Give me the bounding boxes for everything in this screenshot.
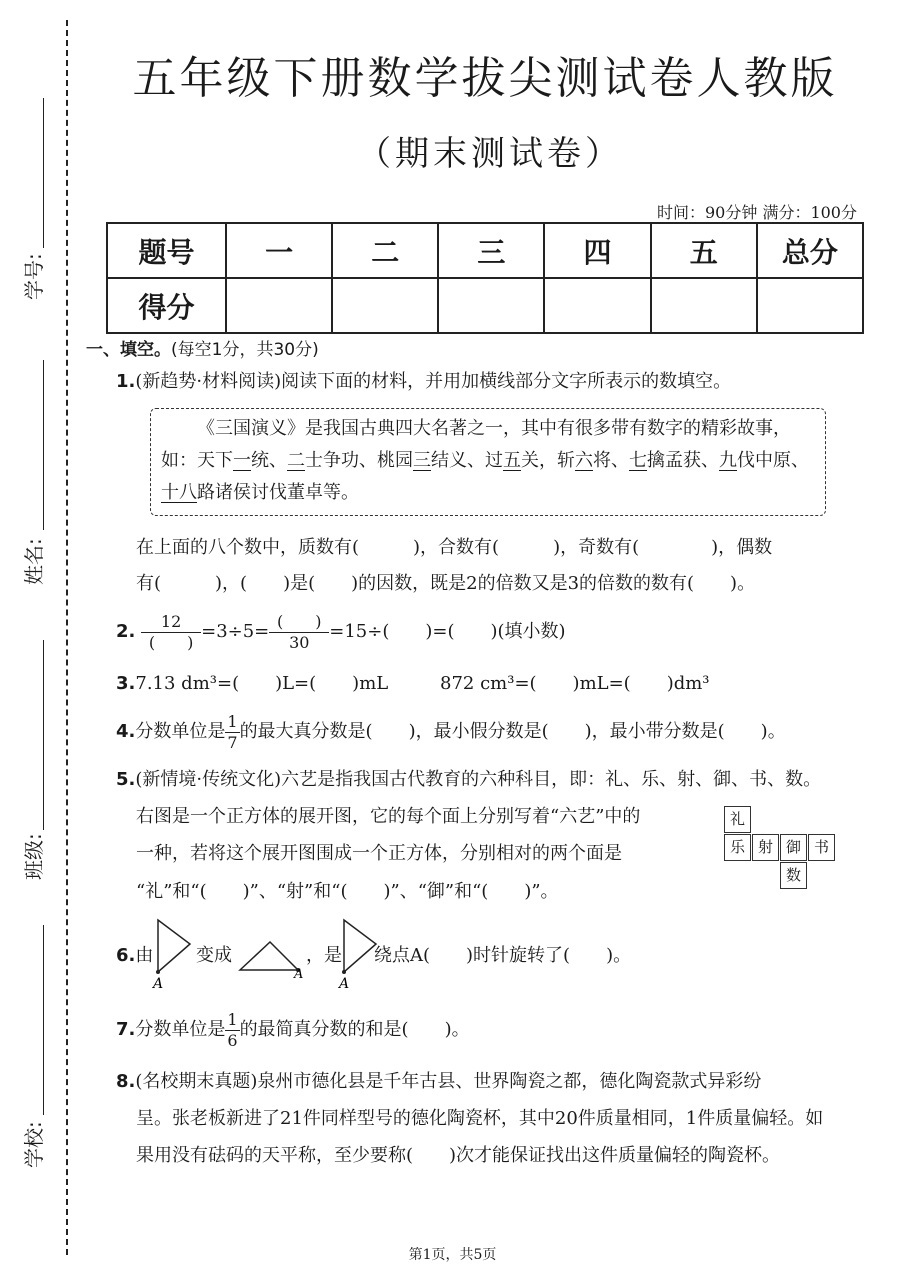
question-text[interactable]: =15÷( )=( )(填小数) — [329, 621, 566, 642]
score-input-cell[interactable] — [757, 278, 863, 333]
reading-passage — [150, 408, 826, 516]
question-number: 6. — [116, 945, 136, 966]
name-label: 姓名: — [22, 538, 46, 585]
page-subtitle: （期末测试卷） — [357, 134, 623, 174]
svg-text:A: A — [153, 976, 164, 990]
section-heading-title: 一、填空。 — [86, 340, 171, 360]
section-heading-note: (每空1分，共30分) — [171, 340, 319, 360]
question-6-text-3: ，是 — [306, 945, 342, 966]
question-1-line-b[interactable]: 有( )，( )是( )的因数，既是2的倍数又是3的倍数的数有( )。 — [136, 573, 756, 594]
question-5 — [116, 762, 821, 798]
score-cell: 五 — [651, 223, 757, 278]
score-input-cell[interactable] — [332, 278, 438, 333]
question-number: 7. — [116, 1019, 136, 1040]
student-id-label: 学号: — [22, 253, 46, 300]
score-cell: 四 — [544, 223, 650, 278]
class-label: 班级: — [22, 833, 46, 880]
question-number: 2. — [116, 621, 136, 642]
triangle-before-figure — [150, 916, 194, 990]
fraction: $\frac{12}{( )}$ — [141, 614, 201, 651]
cube-face-shu: 书 — [808, 834, 835, 861]
question-number: 5. — [116, 769, 136, 790]
question-8-line-3[interactable]: 果用没有砝码的天平称，至少要称( )次才能保证找出这件质量偏轻的陶瓷杯。 — [136, 1145, 781, 1166]
svg-text:A: A — [294, 967, 304, 978]
score-cell: 一 — [226, 223, 332, 278]
question-6 — [116, 938, 153, 974]
question-number: 1. — [116, 371, 136, 392]
cube-face-yue: 乐 — [724, 834, 751, 861]
question-text[interactable]: 的最大真分数是( )，最小假分数是( )，最小带分数是( )。 — [239, 721, 786, 742]
score-cell: 题号 — [107, 223, 226, 278]
question-1-line-a[interactable]: 在上面的八个数中，质数有( )，合数有( )，奇数有( )，偶数 — [136, 537, 773, 558]
score-input-cell[interactable] — [651, 278, 757, 333]
section-heading — [86, 335, 319, 360]
question-text: 分数单位是 — [135, 721, 226, 742]
score-cell: 总分 — [757, 223, 863, 278]
question-5-line-4[interactable]: “礼”和“( )”、“射”和“( )”、“御”和“( )”。 — [136, 881, 559, 902]
class-line — [43, 640, 44, 830]
score-input-cell[interactable] — [544, 278, 650, 333]
question-text: 分数单位是 — [135, 1019, 226, 1040]
question-7 — [116, 1008, 470, 1052]
cube-face-shu-math: 数 — [780, 862, 807, 889]
score-table-score-row — [107, 278, 863, 333]
fraction: $\frac{1}{7}$ — [227, 711, 238, 752]
question-text[interactable]: 7.13 dm³=( )L=( )mL — [135, 673, 389, 694]
question-8-line-2: 呈。张老板新进了21件同样型号的德化陶瓷杯，其中20件质量相同，1件质量偏轻。如 — [136, 1108, 824, 1129]
school-line — [43, 925, 44, 1115]
passage-line: 十八路诸侯讨伐董卓等。 — [161, 482, 359, 503]
question-number: 4. — [116, 721, 136, 742]
time-info: 时间：90分钟 满分：100分 — [657, 203, 857, 222]
question-6-text-2: 变成 — [196, 945, 232, 966]
question-1 — [116, 364, 731, 400]
passage-line: 如：天下一统、二士争功、桃园三结义、过五关，斩六将、七擒孟获、九伐中原、 — [161, 450, 809, 471]
score-input-cell[interactable] — [226, 278, 332, 333]
question-2 — [116, 612, 566, 652]
question-4 — [116, 710, 786, 754]
cube-face-li: 礼 — [724, 806, 751, 833]
question-number: 8. — [116, 1071, 136, 1092]
question-text: =3÷5= — [201, 621, 270, 642]
question-5-line-3: 一种，若将这个展开图围成一个正方体，分别相对的两个面是 — [136, 843, 622, 864]
school-label: 学校: — [22, 1121, 46, 1168]
score-cell: 三 — [438, 223, 544, 278]
question-text: 由 — [135, 945, 154, 966]
passage-line: 《三国演义》是我国古典四大名著之一，其中有很多带有数字的精彩故事， — [197, 418, 791, 439]
triangle-after-figure — [236, 938, 310, 978]
score-table — [106, 222, 864, 334]
page-footer: 第1页，共5页 — [408, 1247, 497, 1263]
question-text[interactable]: 的最简真分数的和是( )。 — [239, 1019, 470, 1040]
question-6-text-4[interactable]: 绕点A( )时针旋转了( )。 — [374, 945, 632, 966]
fraction: $\frac{1}{6}$ — [227, 1009, 238, 1050]
question-5-line-2: 右图是一个正方体的展开图，它的每个面上分别写着“六艺”中的 — [136, 806, 641, 827]
question-8 — [116, 1064, 761, 1100]
question-number: 3. — [116, 673, 136, 694]
question-3-part-2[interactable]: 872 cm³=( )mL=( )dm³ — [440, 673, 710, 694]
student-id-line — [43, 98, 44, 248]
svg-text:A: A — [339, 976, 350, 990]
cube-face-she: 射 — [752, 834, 779, 861]
fraction[interactable]: $\frac{( )}{30}$ — [269, 614, 329, 651]
score-cell: 二 — [332, 223, 438, 278]
binding-dashed-line — [66, 20, 68, 1255]
question-text: (名校期末真题)泉州市德化县是千年古县、世界陶瓷之都，德化陶瓷款式异彩纷 — [135, 1071, 762, 1092]
question-text: (新情境·传统文化)六艺是指我国古代教育的六种科目，即：礼、乐、射、御、书、数。 — [135, 769, 822, 790]
name-line — [43, 360, 44, 530]
cube-face-yu: 御 — [780, 834, 807, 861]
question-text: (新趋势·材料阅读)阅读下面的材料，并用加横线部分文字所表示的数填空。 — [135, 371, 732, 392]
score-table-header-row — [107, 223, 863, 278]
page-title: 五年级下册数学拔尖测试卷人教版 — [132, 53, 838, 104]
question-3 — [116, 666, 388, 702]
score-input-cell[interactable] — [438, 278, 544, 333]
score-cell: 得分 — [107, 278, 226, 333]
